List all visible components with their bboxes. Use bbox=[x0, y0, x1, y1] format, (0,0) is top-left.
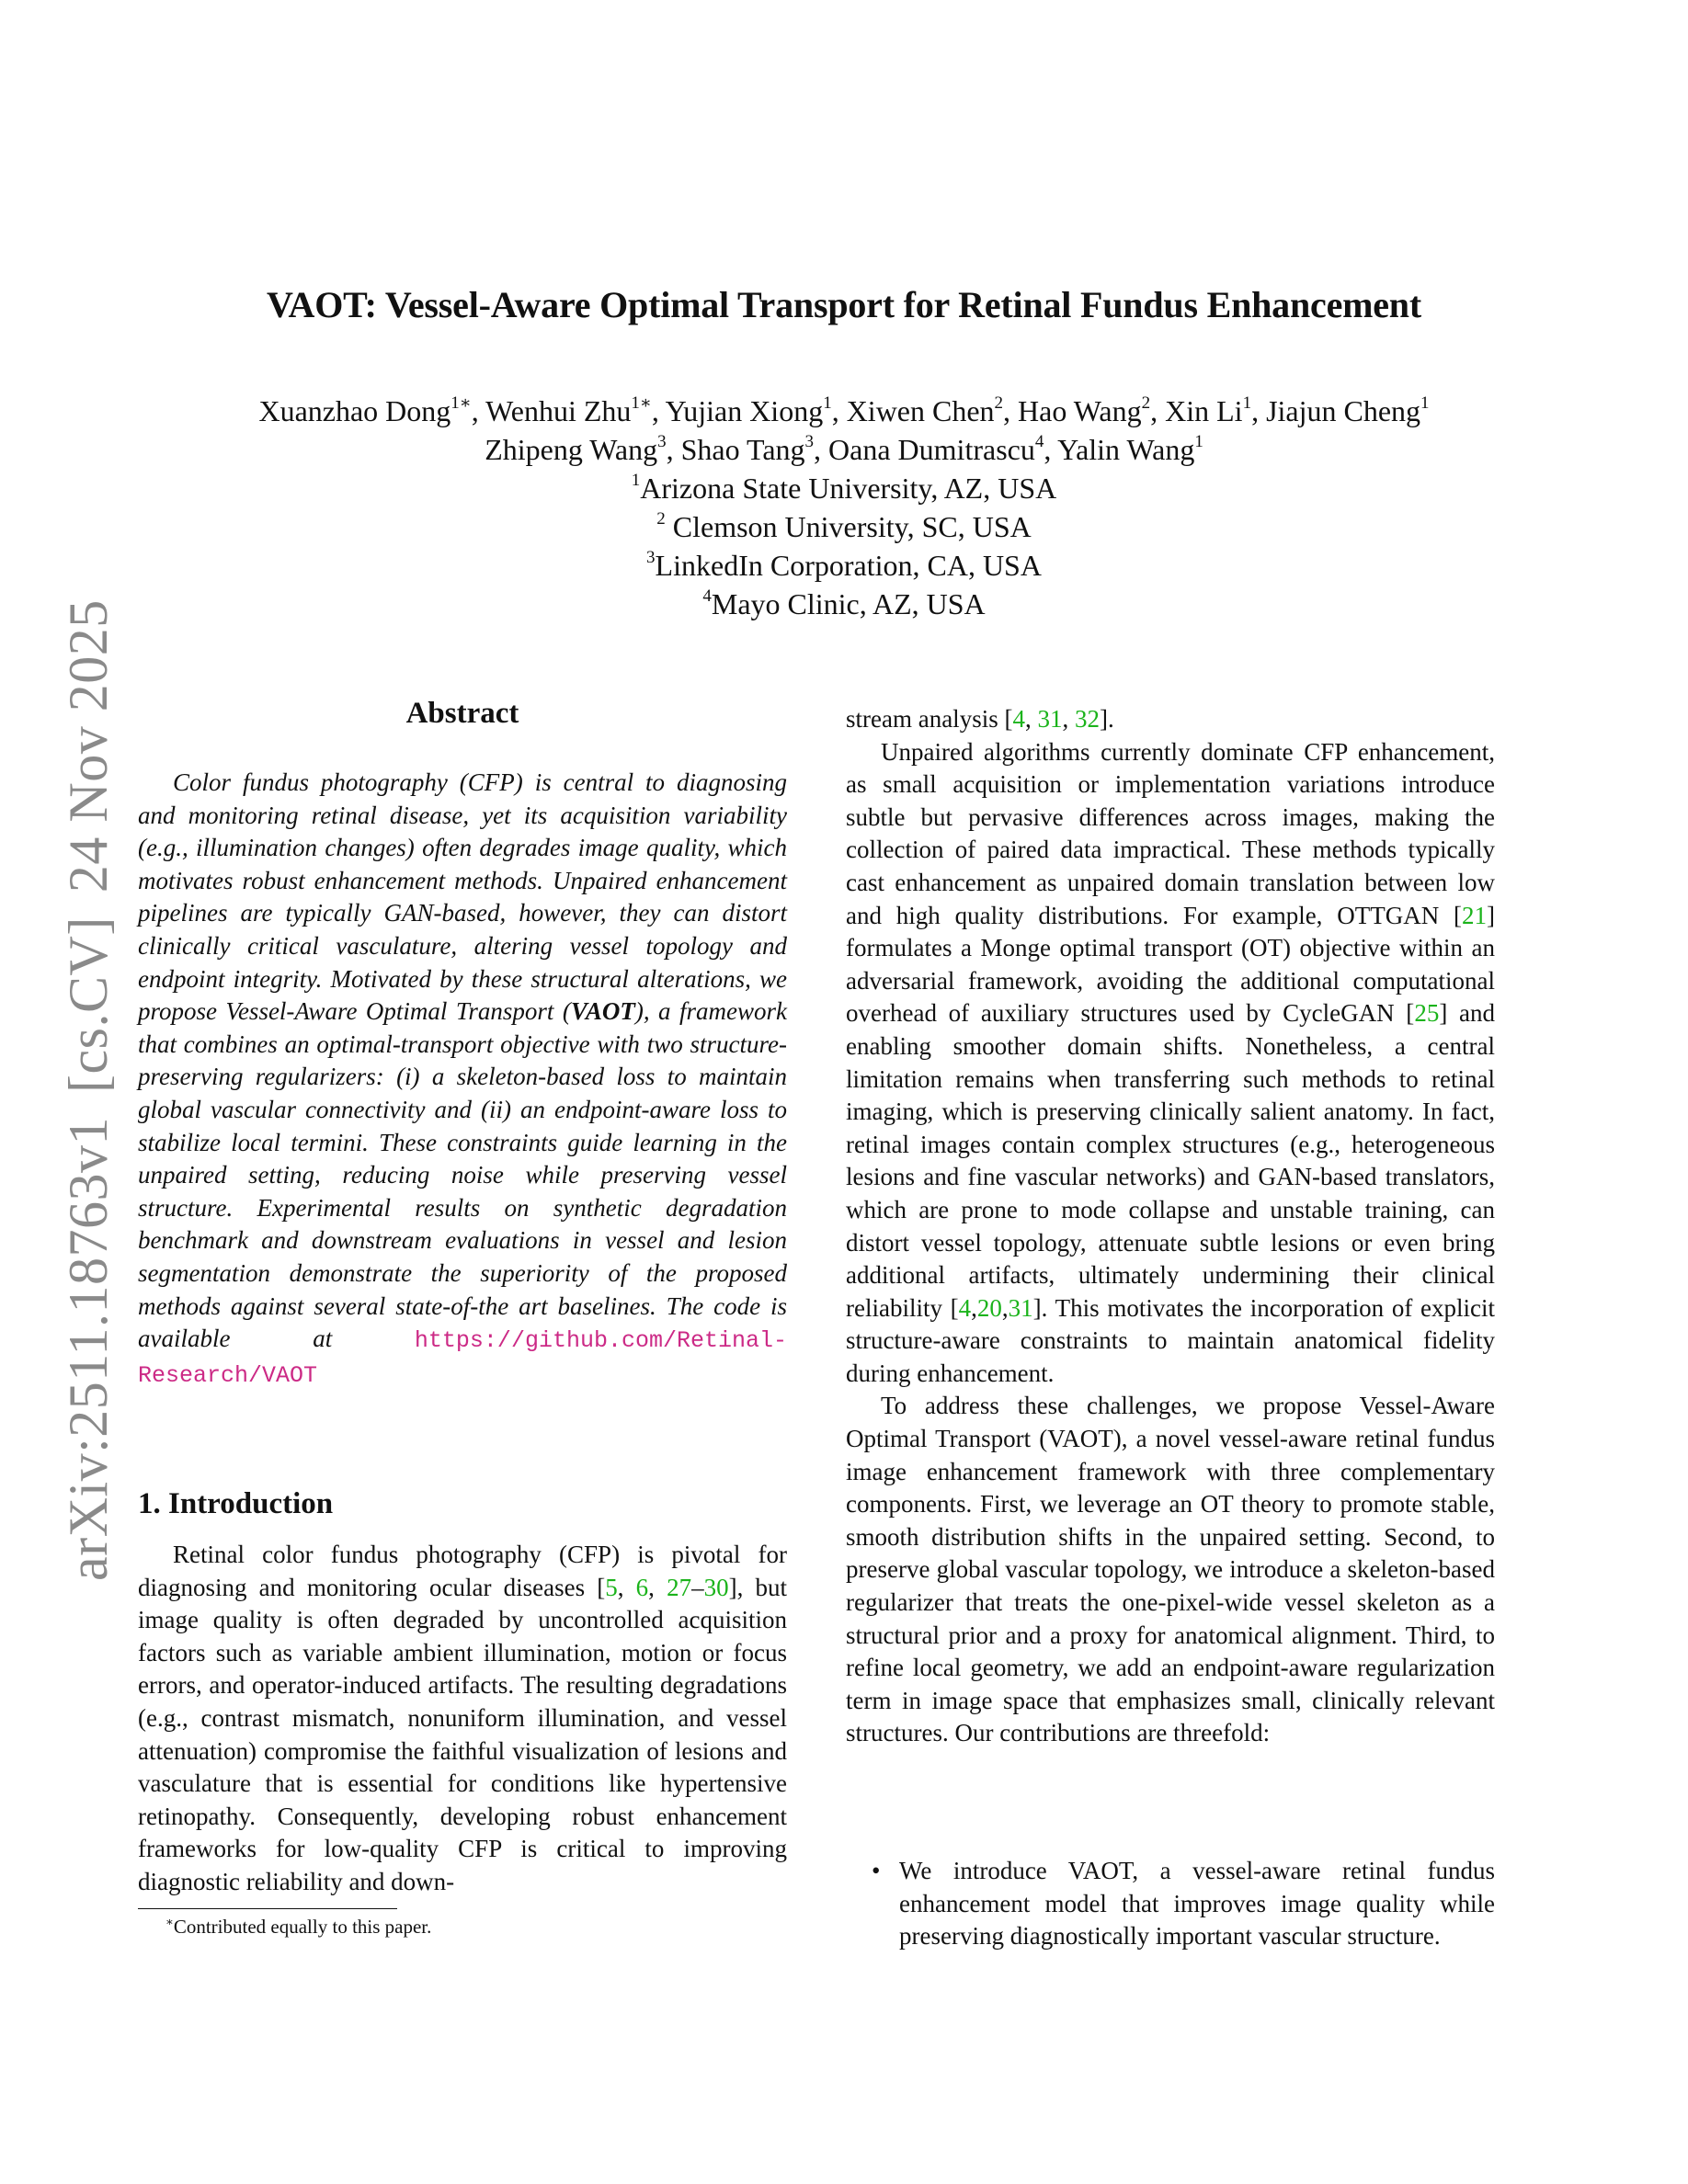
arxiv-stamp bbox=[57, 599, 120, 1581]
affiliation-2 bbox=[0, 507, 1688, 546]
list-item-text: We introduce VAOT, a vessel-aware retinal fundus enhancement model that improves image quality while preserving diagnostically important vascular structure. bbox=[899, 1857, 1495, 1951]
body-text: , bbox=[648, 1573, 667, 1601]
abstract-text: ), a framework that combines an optimal-transport objective with two structure-preserving regularizers: (i) a skeleton-based loss to maintain global vascular connectivity and (ii) an endpoint-aware loss to stabilize local termini. These constraints guide learning in the unpaired setting, reducing noise while preserving vessel structure. Experimental results on synthetic degradation benchmark and downstream evaluations in vessel and lesion segmentation demonstrate the superiority of the proposed methods against several state-of-the art baselines. The code is available at bbox=[138, 997, 788, 1353]
body-text: ]. This motivates the incorporation of explicit structure-aware constraints to maintain anatomical fidelity during enhancement. bbox=[846, 1293, 1496, 1387]
footnote-text: Contributed equally to this paper. bbox=[173, 1916, 432, 1938]
author-sep: , bbox=[1044, 433, 1058, 466]
body-text: , bbox=[1024, 705, 1038, 733]
citation-link[interactable]: 31 bbox=[1008, 1293, 1033, 1322]
author-sep: , bbox=[1251, 394, 1267, 427]
intro-paragraph-2 bbox=[846, 736, 1495, 1391]
author-sup: 3 bbox=[657, 432, 667, 451]
body-text: Retinal color fundus photography (CFP) is pivotal for diagnosing and monitoring ocular diseases [ bbox=[138, 1541, 787, 1601]
author-sep: , bbox=[831, 394, 847, 427]
author-sup: 1 bbox=[823, 393, 832, 413]
paper-title: VAOT: Vessel-Aware Optimal Transport for Retinal Fundus Enhancement bbox=[267, 284, 1421, 325]
affiliation-sup: 2 bbox=[656, 509, 666, 529]
author-sup: 1∗ bbox=[631, 393, 652, 413]
author-sup: 1 bbox=[1242, 393, 1252, 413]
body-text: , bbox=[1062, 705, 1075, 733]
citation-link[interactable]: 25 bbox=[1414, 999, 1440, 1028]
citation-link[interactable]: 4 bbox=[958, 1293, 972, 1322]
citation-link[interactable]: 31 bbox=[1037, 705, 1063, 733]
citation-link[interactable]: 5 bbox=[605, 1573, 618, 1601]
author-name: Shao Tang bbox=[680, 433, 805, 466]
author-sup: 2 bbox=[994, 393, 1004, 413]
affiliation-1 bbox=[0, 469, 1688, 507]
footnote-rule bbox=[138, 1908, 397, 1909]
body-text: , bbox=[971, 1293, 977, 1322]
affiliation-text: Arizona State University, AZ, USA bbox=[640, 472, 1057, 505]
arxiv-id: arXiv:2511.18763v1 bbox=[58, 1116, 119, 1581]
footnote-mark: ∗ bbox=[165, 1915, 174, 1928]
body-text: ] formulates a Monge optimal transport (OT) objective within an adversarial framework, avoiding the additional computational overhead of auxiliary structures used by CycleGAN [ bbox=[846, 901, 1495, 1028]
affiliation-text: LinkedIn Corporation, CA, USA bbox=[655, 549, 1042, 582]
footnote bbox=[165, 1916, 431, 1939]
author-name: Xuanzhao Dong bbox=[258, 394, 451, 427]
intro-paragraph-1 bbox=[138, 1539, 787, 1899]
affiliation-text: Clemson University, SC, USA bbox=[665, 510, 1032, 543]
introduction-left-column bbox=[138, 1539, 787, 1899]
author-sup: 2 bbox=[1141, 393, 1151, 413]
body-text: , bbox=[1001, 1293, 1009, 1322]
citation-link[interactable]: 27 bbox=[667, 1573, 692, 1601]
body-text: stream analysis [ bbox=[846, 705, 1013, 733]
author-sep: , bbox=[471, 394, 486, 427]
citation-link[interactable]: 32 bbox=[1074, 705, 1100, 733]
method-name: VAOT bbox=[570, 997, 635, 1026]
body-text: ]. bbox=[1099, 705, 1114, 733]
citation-link[interactable]: 20 bbox=[976, 1293, 1002, 1322]
author-sep: , bbox=[1003, 394, 1019, 427]
body-text: – bbox=[691, 1573, 704, 1601]
citation-link[interactable]: 4 bbox=[1012, 705, 1025, 733]
author-name: Jiajun Cheng bbox=[1266, 394, 1421, 427]
body-text: ], but image quality is often degraded by uncontrolled acquisition factors such as variable ambient illumination, motion or focus errors, and operator-induced artifacts. The resulting degradations (e.g., contrast mismatch, nonuniform illumination, and vessel attenuation) compromise the faithful visualization of lesions and vasculature that is essential for conditions like hypertensive retinopathy. Consequently, developing robust enhancement frameworks for low-quality CFP is critical to improving diagnostic reliability and down- bbox=[138, 1573, 788, 1895]
author-sep: , bbox=[1150, 394, 1166, 427]
author-line-2 bbox=[0, 430, 1688, 469]
author-name: Zhipeng Wang bbox=[485, 433, 658, 466]
author-name: Oana Dumitrascu bbox=[828, 433, 1035, 466]
contributions-list bbox=[846, 1855, 1495, 1953]
abstract-heading: Abstract bbox=[405, 697, 519, 730]
code-link[interactable]: https://github.com/Retinal-Research/VAOT bbox=[138, 1327, 787, 1389]
author-name: Xin Li bbox=[1165, 394, 1243, 427]
affiliation-sup: 3 bbox=[646, 548, 656, 567]
author-name: Hao Wang bbox=[1018, 394, 1142, 427]
affiliation-4 bbox=[0, 585, 1688, 623]
citation-link[interactable]: 6 bbox=[635, 1573, 649, 1601]
body-text: Unpaired algorithms currently dominate CFP enhancement, as small acquisition or implementation variations introduce subtle but pervasive differences across images, making the collection of paired data impractical. These methods typically cast enhancement as unpaired domain translation between low and high quality distributions. For example, OTTGAN [ bbox=[846, 737, 1495, 929]
affiliation-3 bbox=[0, 546, 1688, 585]
author-name: Yujian Xiong bbox=[665, 394, 824, 427]
citation-link[interactable]: 21 bbox=[1462, 901, 1487, 929]
body-text: ] and enabling smoother domain shifts. Nonetheless, a central limitation remains when transferring such methods to retinal imaging, which is preserving clinically salient anatomy. In fact, retinal images contain complex structures (e.g., heterogeneous lesions and fine vascular networks) and GAN-based translators, which are prone to mode collapse and unstable training, can distort vessel topology, attenuate subtle lesions or even bring additional artifacts, ultimately undermining their clinical reliability [ bbox=[846, 999, 1495, 1322]
body-text: , bbox=[617, 1573, 636, 1601]
author-sup: 1 bbox=[1194, 432, 1203, 451]
abstract-text: Color fundus photography (CFP) is central to diagnosing and monitoring retinal disease, yet its acquisition variability (e.g., illumination changes) often degrades image quality, which motivates robust enhancement methods. Unpaired enhancement pipelines are typically GAN-based, however, they can distort clinically critical vasculature, altering vessel topology and endpoint integrity. Motivated by these structural alterations, we propose Vessel-Aware Optimal Transport ( bbox=[138, 768, 787, 1026]
author-name: Xiwen Chen bbox=[846, 394, 995, 427]
author-sup: 1 bbox=[1420, 393, 1430, 413]
author-name: Wenhui Zhu bbox=[485, 394, 632, 427]
author-sep: , bbox=[666, 433, 681, 466]
affiliation-sup: 4 bbox=[702, 586, 712, 606]
author-sup: 3 bbox=[804, 432, 815, 451]
abstract-body bbox=[138, 767, 787, 1392]
author-sep: , bbox=[814, 433, 829, 466]
author-name: Yalin Wang bbox=[1057, 433, 1195, 466]
author-sup: 4 bbox=[1034, 432, 1044, 451]
introduction-heading: 1. Introduction bbox=[138, 1487, 334, 1520]
arxiv-category: [cs.CV] bbox=[58, 916, 119, 1093]
affiliation-sup: 1 bbox=[631, 471, 641, 490]
citation-link[interactable]: 30 bbox=[703, 1573, 729, 1601]
affiliation-text: Mayo Clinic, AZ, USA bbox=[711, 587, 986, 620]
intro-paragraph-3: To address these challenges, we propose Vessel-Aware Optimal Transport (VAOT), a novel vessel-aware retinal fundus image enhancement framework with three complementary components. First, we leverage an OT theory to promote stable, smooth distribution shifts in the unpaired setting. Second, to preserve global vascular topology, we introduce a skeleton-based regularizer that treats the one-pixel-wide vessel skeleton as a structural prior and a proxy for anatomical alignment. Third, to refine local geometry, we add an endpoint-aware regularization term in image space that emphasizes small, clinically relevant structures. Our contributions are threefold: bbox=[846, 1392, 1495, 1747]
author-line-1 bbox=[0, 392, 1688, 430]
author-sep: , bbox=[651, 394, 666, 427]
list-item bbox=[846, 1855, 1495, 1953]
introduction-right-column bbox=[846, 703, 1495, 1750]
author-sup: 1∗ bbox=[451, 393, 472, 413]
bullet-icon: • bbox=[872, 1857, 881, 1884]
intro-paragraph-1-continued bbox=[846, 703, 1495, 736]
abstract-paragraph bbox=[138, 767, 787, 1392]
arxiv-date: 24 Nov 2025 bbox=[58, 599, 119, 893]
